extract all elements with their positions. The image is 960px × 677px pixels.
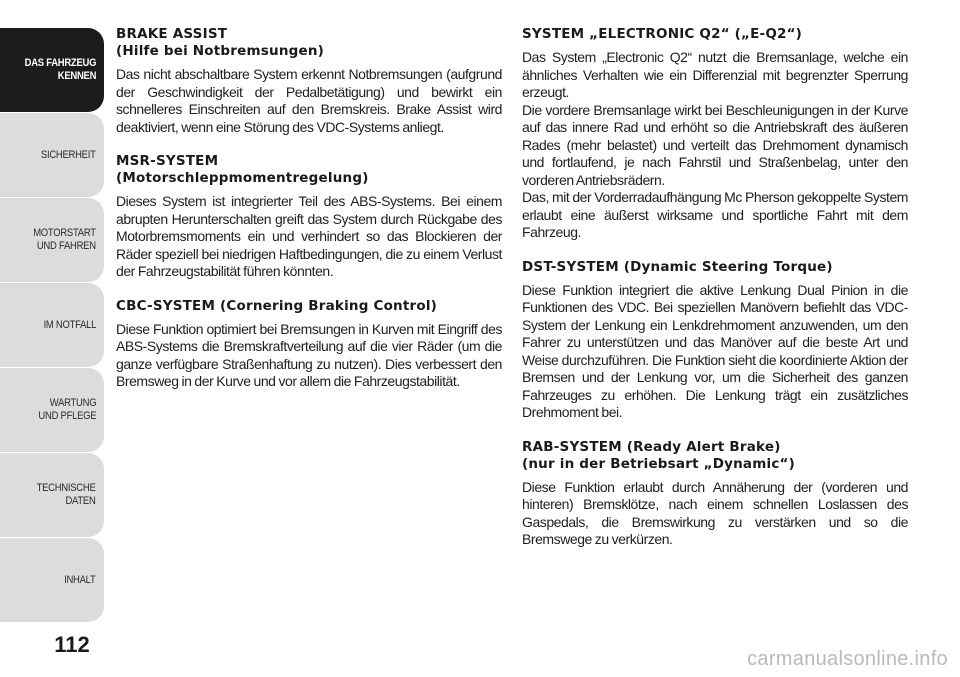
- tab-label: TECHNISCHE DATEN: [37, 482, 96, 507]
- section-text: Das nicht abschaltbare System erkennt Notbremsungen (aufgrund der Geschwindigkeit der Pedalbetätigung) und bewirkt ein schnelleres Einschreiten auf den Bremskreis. Brake Assist wird deaktiviert, wenn eine Störung des VDC-Systems anliegt.: [116, 66, 502, 135]
- section-heading: RAB-SYSTEM (Ready Alert Brake) (nur in der Betriebsart „Dynamic“): [522, 438, 795, 472]
- section-cbc-system: [116, 298, 502, 391]
- section-text: Das System „Electronic Q2“ nutzt die Bremsanlage, welche ein ähnliches Verhalten wie ein Differenzial mit begrenzter Sperrung erzeugt. Die vordere Bremsanlage wirkt bei Beschleunigungen in der Kurve auf das innere Rad und erhöht so die Antriebskraft des äußeren Rades (mehr belastet) und verteilt das Drehmoment dynamisch und fortlaufend, je nach Fahrstil und Straßenbelag, unter den vorderen Antriebsrädern. Das, mit der Vorderradaufhängung Mc Pherson gekoppelte System erlaubt eine äußerst wirksame und sportliche Fahrt mit dem Fahrzeug.: [522, 49, 908, 240]
- tab-label: MOTORSTART UND FAHREN: [33, 227, 96, 252]
- section-heading: MSR-SYSTEM (Motorschleppmomentregelung): [116, 153, 369, 186]
- page-number: 112: [54, 632, 90, 657]
- left-column: [116, 26, 502, 408]
- section-electronic-q2: [522, 26, 908, 242]
- tab-label: INHALT: [64, 573, 96, 586]
- tab-inhalt[interactable]: [0, 538, 104, 622]
- right-column: [522, 26, 908, 566]
- chapter-tabs: [0, 28, 104, 623]
- tab-motorstart-und-fahren[interactable]: [0, 198, 104, 282]
- watermark: carmanualsonline.info: [747, 648, 948, 670]
- section-rab-system: [522, 439, 908, 549]
- section-text: Dieses System ist integrierter Teil des ABS-Systems. Bei einem abrupten Herunterschalten greift das System durch Rückgabe des Motorbremsmoments ein und verhindert so das Blockieren der Räder speziell bei niedrigen Haftbedingungen, die zu einem Verlust der Fahrzeugstabilität führen könnten.: [116, 193, 502, 279]
- section-text: Diese Funktion integriert die aktive Lenkung Dual Pinion in die Funktionen des VDC. Bei speziellen Manövern befiehlt das VDC-System der Lenkung ein Lenkdrehmoment anzuwenden, um den Fahrer zu unterstützen und das Manöver auf die beste Art und Weise durchzuführen. Die Funktion sieht die koordinierte Aktion der Bremsen und der Lenkung vor, um die Sicherheit des ganzen Fahrzeuges zu erhöhen. Die Lenkung trägt ein zusätzliches Drehmoment bei.: [522, 281, 908, 420]
- tab-sicherheit[interactable]: [0, 113, 104, 197]
- tab-wartung-und-pflege[interactable]: [0, 368, 104, 452]
- tab-technische-daten[interactable]: [0, 453, 104, 537]
- section-heading: CBC-SYSTEM (Cornering Braking Control): [116, 297, 438, 314]
- tab-label: SICHERHEIT: [41, 148, 96, 161]
- tab-label: DAS FAHRZEUG KENNEN: [24, 57, 96, 82]
- tab-das-fahrzeug-kennen[interactable]: [0, 28, 104, 112]
- section-dst-system: [522, 259, 908, 422]
- section-brake-assist: [116, 26, 502, 136]
- section-heading: BRAKE ASSIST (Hilfe bei Notbremsungen): [116, 26, 325, 59]
- tab-label: WARTUNG UND PFLEGE: [38, 397, 96, 422]
- section-heading: SYSTEM „ELECTRONIC Q2“ („E-Q2“): [522, 26, 803, 42]
- section-msr-system: [116, 153, 502, 281]
- section-text: Diese Funktion optimiert bei Bremsungen in Kurven mit Eingriff des ABS-Systems die Bremskraftverteilung auf die vier Räder (um die ganze verfügbare Straßenhaftung zu nutzen). Dies verbessert den Bremsweg in der Kurve und vor allem die Fahrzeugstabilität.: [116, 320, 502, 389]
- section-heading: DST-SYSTEM (Dynamic Steering Torque): [522, 258, 833, 275]
- tab-im-notfall[interactable]: [0, 283, 104, 367]
- tab-label: IM NOTFALL: [43, 318, 96, 331]
- section-text: Diese Funktion erlaubt durch Annäherung der (vorderen und hinteren) Bremsklötze, nach einem schnellen Loslassen des Gaspedals, die Bremswirkung zu verstärken und so die Bremswege zu verkürzen.: [522, 478, 908, 547]
